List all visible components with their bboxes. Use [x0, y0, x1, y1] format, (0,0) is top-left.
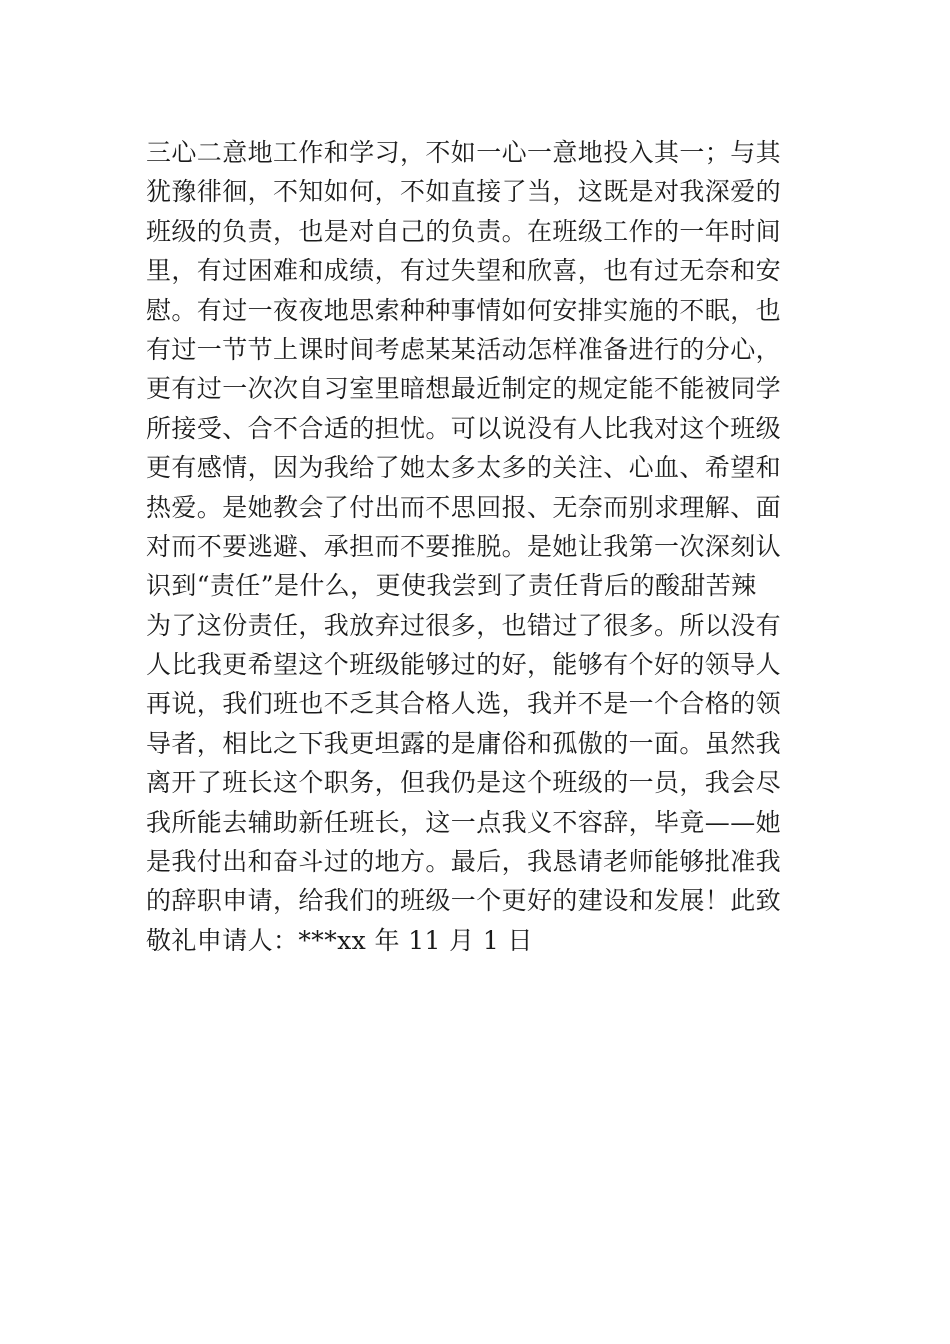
text-line: 人比我更希望这个班级能够过的好，能够有个好的领导人: [146, 650, 782, 680]
text-line: 导者，相比之下我更坦露的是庸俗和孤傲的一面。虽然我: [146, 728, 782, 758]
text-line: 热爱。是她教会了付出而不思回报、无奈而别求理解、面: [146, 492, 782, 522]
signature-line: 敬礼申请人：***xx 年 11 月 1 日: [146, 925, 533, 955]
text-line: 的辞职申请，给我们的班级一个更好的建设和发展！此致: [146, 886, 782, 916]
text-line: 有过一节节上课时间考虑某某活动怎样准备进行的分心，: [146, 334, 782, 364]
text-line: 所接受、合不合适的担忧。可以说没有人比我对这个班级: [146, 413, 782, 443]
text-line: 我所能去辅助新任班长，这一点我义不容辞，毕竟——她: [146, 807, 782, 837]
text-line: 三心二意地工作和学习，不如一心一意地投入其一；与其: [146, 138, 782, 167]
letter-body: [146, 133, 826, 960]
text-line: 是我付出和奋斗过的地方。最后，我恳请老师能够批准我: [146, 847, 782, 877]
text-line: 再说，我们班也不乏其合格人选，我并不是一个合格的领: [146, 689, 782, 719]
text-line: 里，有过困难和成绩，有过失望和欣喜，也有过无奈和安: [146, 256, 782, 286]
text-line: 犹豫徘徊，不知如何，不如直接了当，这既是对我深爱的: [146, 177, 782, 207]
text-line: 更有过一次次自习室里暗想最近制定的规定能不能被同学: [146, 374, 782, 404]
text-line: 对而不要逃避、承担而不要推脱。是她让我第一次深刻认: [146, 531, 782, 561]
text-line: 更有感情，因为我给了她太多太多的关注、心血、希望和: [146, 453, 782, 483]
text-line: 离开了班长这个职务，但我仍是这个班级的一员，我会尽: [146, 768, 782, 798]
text-line: 慰。有过一夜夜地思索种种事情如何安排实施的不眠，也: [146, 295, 782, 325]
text-line: 班级的负责，也是对自己的负责。在班级工作的一年时间: [146, 216, 782, 246]
text-line: 识到“责任”是什么，更使我尝到了责任背后的酸甜苦辣: [146, 571, 757, 601]
text-line: 为了这份责任，我放弃过很多，也错过了很多。所以没有: [146, 610, 782, 640]
